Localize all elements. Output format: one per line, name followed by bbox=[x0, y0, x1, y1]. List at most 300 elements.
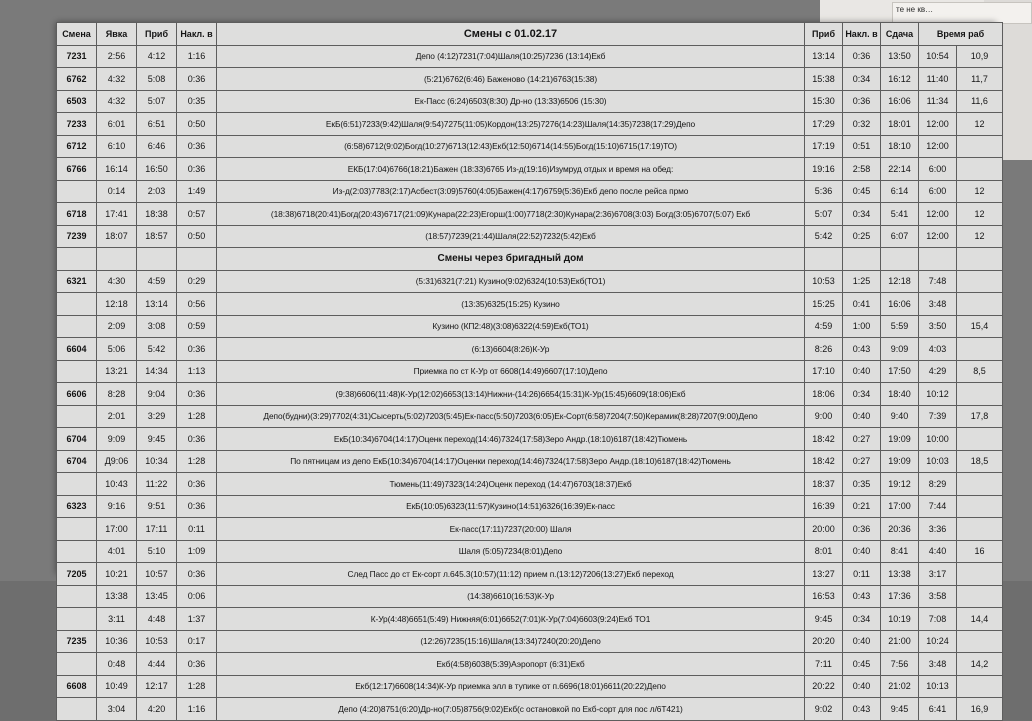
cell-nakl-2: 0:40 bbox=[843, 675, 881, 698]
cell-work bbox=[957, 518, 1003, 541]
cell-prib: 4:44 bbox=[137, 653, 177, 676]
cell-nakl: 0:29 bbox=[177, 270, 217, 293]
cell-route: К-Ур(4:48)6651(5:49) Нижняя(6:01)6652(7:01)К-Ур(7:04)6603(9:24)Екб ТО1 bbox=[217, 608, 805, 631]
cell-route: (6:58)6712(9:02)Богд(10:27)6713(12:43)Екб(12:50)6714(14:55)Богд(15:10)6715(17:19)ТО) bbox=[217, 135, 805, 158]
cell-sdacha: 18:01 bbox=[881, 113, 919, 136]
cell-yavka: 5:06 bbox=[97, 338, 137, 361]
cell-prib: 9:04 bbox=[137, 383, 177, 406]
cell-smena bbox=[57, 540, 97, 563]
cell-smena: 6608 bbox=[57, 675, 97, 698]
cell-nakl-2: 0:36 bbox=[843, 90, 881, 113]
cell-smena bbox=[57, 180, 97, 203]
cell-smena bbox=[57, 473, 97, 496]
table-row bbox=[57, 428, 1003, 451]
cell-sdacha: 21:00 bbox=[881, 630, 919, 653]
section-pad-4 bbox=[177, 248, 217, 271]
cell-sdacha: 10:19 bbox=[881, 608, 919, 631]
cell-yavka: 10:21 bbox=[97, 563, 137, 586]
cell-work: 10,9 bbox=[957, 45, 1003, 68]
cell-sdacha: 17:00 bbox=[881, 495, 919, 518]
table-row bbox=[57, 495, 1003, 518]
cell-nakl: 0:06 bbox=[177, 585, 217, 608]
header-nakl-v: Накл. в bbox=[177, 23, 217, 46]
table-row bbox=[57, 585, 1003, 608]
cell-prib-2: 17:19 bbox=[805, 135, 843, 158]
cell-nakl-2: 0:27 bbox=[843, 450, 881, 473]
cell-route: Кузино (КП2:48)(3:08)6322(4:59)Екб(ТО1) bbox=[217, 315, 805, 338]
cell-prib: 5:08 bbox=[137, 68, 177, 91]
cell-prib-2: 8:01 bbox=[805, 540, 843, 563]
cell-smena: 7233 bbox=[57, 113, 97, 136]
cell-time: 4:40 bbox=[919, 540, 957, 563]
cell-nakl: 0:56 bbox=[177, 293, 217, 316]
cell-nakl-2: 0:21 bbox=[843, 495, 881, 518]
cell-route: Тюмень(11:49)7323(14:24)Оценк переход (14:47)6703(18:37)Екб bbox=[217, 473, 805, 496]
cell-prib: 4:12 bbox=[137, 45, 177, 68]
cell-prib-2: 8:26 bbox=[805, 338, 843, 361]
cell-route: (6:13)6604(8:26)К-Ур bbox=[217, 338, 805, 361]
cell-prib-2: 10:53 bbox=[805, 270, 843, 293]
cell-nakl-2: 2:58 bbox=[843, 158, 881, 181]
cell-yavka: 0:48 bbox=[97, 653, 137, 676]
cell-nakl-2: 0:43 bbox=[843, 698, 881, 721]
cell-yavka: 10:36 bbox=[97, 630, 137, 653]
cell-yavka: 4:32 bbox=[97, 90, 137, 113]
cell-time: 7:44 bbox=[919, 495, 957, 518]
cell-prib: 13:45 bbox=[137, 585, 177, 608]
cell-yavka: 17:41 bbox=[97, 203, 137, 226]
table-row bbox=[57, 518, 1003, 541]
cell-prib-2: 13:14 bbox=[805, 45, 843, 68]
cell-time: 6:00 bbox=[919, 180, 957, 203]
section-pad-1 bbox=[57, 248, 97, 271]
cell-work: 16 bbox=[957, 540, 1003, 563]
header-prib-2: Приб bbox=[805, 23, 843, 46]
cell-work: 12 bbox=[957, 203, 1003, 226]
cell-yavka: 13:38 bbox=[97, 585, 137, 608]
cell-yavka: Д9:06 bbox=[97, 450, 137, 473]
table-row bbox=[57, 293, 1003, 316]
cell-sdacha: 19:12 bbox=[881, 473, 919, 496]
cell-smena: 7239 bbox=[57, 225, 97, 248]
cell-nakl-2: 0:32 bbox=[843, 113, 881, 136]
cell-work bbox=[957, 630, 1003, 653]
cell-work bbox=[957, 158, 1003, 181]
table-row bbox=[57, 630, 1003, 653]
table-row bbox=[57, 113, 1003, 136]
table-row bbox=[57, 225, 1003, 248]
cell-sdacha: 5:41 bbox=[881, 203, 919, 226]
cell-work bbox=[957, 293, 1003, 316]
cell-prib: 9:51 bbox=[137, 495, 177, 518]
cell-prib: 5:10 bbox=[137, 540, 177, 563]
cell-prib: 18:57 bbox=[137, 225, 177, 248]
section-pad-2 bbox=[97, 248, 137, 271]
cell-route: (12:26)7235(15:16)Шаля(13:34)7240(20:20)Депо bbox=[217, 630, 805, 653]
cell-sdacha: 7:56 bbox=[881, 653, 919, 676]
cell-smena bbox=[57, 405, 97, 428]
cell-sdacha: 19:09 bbox=[881, 450, 919, 473]
section-pad-6 bbox=[843, 248, 881, 271]
cell-work: 12 bbox=[957, 113, 1003, 136]
cell-yavka: 2:56 bbox=[97, 45, 137, 68]
cell-nakl: 0:36 bbox=[177, 495, 217, 518]
cell-nakl-2: 1:00 bbox=[843, 315, 881, 338]
cell-smena bbox=[57, 585, 97, 608]
cell-nakl: 0:36 bbox=[177, 338, 217, 361]
table-row bbox=[57, 135, 1003, 158]
table-row bbox=[57, 270, 1003, 293]
cell-sdacha: 12:18 bbox=[881, 270, 919, 293]
cell-prib: 9:45 bbox=[137, 428, 177, 451]
cell-prib-2: 18:37 bbox=[805, 473, 843, 496]
cell-prib-2: 15:38 bbox=[805, 68, 843, 91]
table-row bbox=[57, 608, 1003, 631]
cell-yavka: 18:07 bbox=[97, 225, 137, 248]
table-row bbox=[57, 45, 1003, 68]
cell-nakl-2: 0:11 bbox=[843, 563, 881, 586]
cell-work: 17,8 bbox=[957, 405, 1003, 428]
cell-prib-2: 18:06 bbox=[805, 383, 843, 406]
cell-nakl-2: 0:43 bbox=[843, 585, 881, 608]
table-row bbox=[57, 315, 1003, 338]
cell-yavka: 13:21 bbox=[97, 360, 137, 383]
cell-yavka: 9:09 bbox=[97, 428, 137, 451]
cell-sdacha: 6:14 bbox=[881, 180, 919, 203]
cell-route: (5:31)6321(7:21) Кузино(9:02)6324(10:53)Екб(ТО1) bbox=[217, 270, 805, 293]
section-pad-7 bbox=[881, 248, 919, 271]
cell-prib-2: 18:42 bbox=[805, 428, 843, 451]
cell-route: (9:38)6606(11:48)К-Ур(12:02)6653(13:14)Нижни-(14:26)6654(15:31)К-Ур(15:45)6609(18:06)Екб bbox=[217, 383, 805, 406]
cell-sdacha: 16:06 bbox=[881, 293, 919, 316]
cell-time: 4:29 bbox=[919, 360, 957, 383]
cell-route: (5:21)6762(6:46) Баженово (14:21)6763(15:38) bbox=[217, 68, 805, 91]
cell-nakl-2: 0:25 bbox=[843, 225, 881, 248]
cell-time: 10:13 bbox=[919, 675, 957, 698]
cell-route: (14:38)6610(16:53)К-Ур bbox=[217, 585, 805, 608]
cell-work bbox=[957, 585, 1003, 608]
cell-sdacha: 13:38 bbox=[881, 563, 919, 586]
cell-route: Ек-пасс(17:11)7237(20:00) Шаля bbox=[217, 518, 805, 541]
cell-time: 10:00 bbox=[919, 428, 957, 451]
cell-sdacha: 9:09 bbox=[881, 338, 919, 361]
cell-time: 3:36 bbox=[919, 518, 957, 541]
cell-nakl-2: 1:25 bbox=[843, 270, 881, 293]
cell-yavka: 12:18 bbox=[97, 293, 137, 316]
cell-route: (13:35)6325(15:25) Кузино bbox=[217, 293, 805, 316]
cell-smena: 6503 bbox=[57, 90, 97, 113]
cell-time: 12:00 bbox=[919, 113, 957, 136]
cell-smena: 7205 bbox=[57, 563, 97, 586]
cell-nakl: 1:28 bbox=[177, 675, 217, 698]
cell-prib-2: 4:59 bbox=[805, 315, 843, 338]
cell-nakl: 0:36 bbox=[177, 473, 217, 496]
cell-smena: 6718 bbox=[57, 203, 97, 226]
cell-smena: 7235 bbox=[57, 630, 97, 653]
cell-nakl-2: 0:34 bbox=[843, 203, 881, 226]
table-row bbox=[57, 338, 1003, 361]
cell-smena bbox=[57, 518, 97, 541]
cell-work bbox=[957, 473, 1003, 496]
cell-sdacha: 8:41 bbox=[881, 540, 919, 563]
cell-smena bbox=[57, 653, 97, 676]
cell-sdacha: 9:40 bbox=[881, 405, 919, 428]
schedule-rows-top bbox=[57, 45, 1003, 248]
cell-route: Приемка по ст К-Ур от 6608(14:49)6607(17:10)Депо bbox=[217, 360, 805, 383]
cell-nakl-2: 0:35 bbox=[843, 473, 881, 496]
schedule-sheet bbox=[56, 22, 996, 714]
cell-prib: 16:50 bbox=[137, 158, 177, 181]
cell-nakl-2: 0:27 bbox=[843, 428, 881, 451]
cell-route: Екб(4:58)6038(5:39)Аэропорт (6:31)Екб bbox=[217, 653, 805, 676]
section-pad-3 bbox=[137, 248, 177, 271]
cell-yavka: 3:04 bbox=[97, 698, 137, 721]
cell-smena: 6323 bbox=[57, 495, 97, 518]
cell-prib: 2:03 bbox=[137, 180, 177, 203]
table-row bbox=[57, 203, 1003, 226]
cell-sdacha: 20:36 bbox=[881, 518, 919, 541]
header-nakl-v-2: Накл. в bbox=[843, 23, 881, 46]
cell-work bbox=[957, 338, 1003, 361]
cell-work: 12 bbox=[957, 225, 1003, 248]
cell-prib-2: 20:00 bbox=[805, 518, 843, 541]
cell-time: 3:50 bbox=[919, 315, 957, 338]
cell-route: ЕкБ(10:34)6704(14:17)Оценк переход(14:46)7324(17:58)Зеро Андр.(18:10)6187(18:42)Тюмень bbox=[217, 428, 805, 451]
cell-prib: 10:34 bbox=[137, 450, 177, 473]
cell-sdacha: 17:50 bbox=[881, 360, 919, 383]
cell-prib: 18:38 bbox=[137, 203, 177, 226]
section-pad-8 bbox=[919, 248, 957, 271]
cell-time: 3:48 bbox=[919, 653, 957, 676]
cell-prib: 6:51 bbox=[137, 113, 177, 136]
cell-smena bbox=[57, 360, 97, 383]
cell-yavka: 6:10 bbox=[97, 135, 137, 158]
cell-work bbox=[957, 563, 1003, 586]
schedule-rows-bottom bbox=[57, 270, 1003, 720]
cell-nakl: 0:36 bbox=[177, 383, 217, 406]
cell-time: 3:58 bbox=[919, 585, 957, 608]
cell-work bbox=[957, 495, 1003, 518]
cell-nakl-2: 0:41 bbox=[843, 293, 881, 316]
cell-nakl: 1:37 bbox=[177, 608, 217, 631]
cell-smena: 6766 bbox=[57, 158, 97, 181]
cell-sdacha: 18:40 bbox=[881, 383, 919, 406]
cell-yavka: 8:28 bbox=[97, 383, 137, 406]
cell-nakl: 0:57 bbox=[177, 203, 217, 226]
table-row bbox=[57, 68, 1003, 91]
cell-work: 14,2 bbox=[957, 653, 1003, 676]
table-row bbox=[57, 405, 1003, 428]
header-vremya-rab: Время раб bbox=[919, 23, 1003, 46]
cell-prib: 11:22 bbox=[137, 473, 177, 496]
cell-route: ЕКБ(17:04)6766(18:21)Бажен (18:33)6765 Из-д(19:16)Изумруд отдых и время на обед: bbox=[217, 158, 805, 181]
cell-prib: 6:46 bbox=[137, 135, 177, 158]
cell-time: 10:24 bbox=[919, 630, 957, 653]
cell-work: 8,5 bbox=[957, 360, 1003, 383]
cell-nakl: 0:36 bbox=[177, 158, 217, 181]
header-sdacha: Сдача bbox=[881, 23, 919, 46]
cell-prib-2: 20:22 bbox=[805, 675, 843, 698]
cell-sdacha: 16:12 bbox=[881, 68, 919, 91]
cell-prib: 3:29 bbox=[137, 405, 177, 428]
cell-sdacha: 17:36 bbox=[881, 585, 919, 608]
cell-work: 11,7 bbox=[957, 68, 1003, 91]
cell-time: 10:03 bbox=[919, 450, 957, 473]
cell-nakl: 1:28 bbox=[177, 405, 217, 428]
cell-work: 11,6 bbox=[957, 90, 1003, 113]
cell-nakl-2: 0:34 bbox=[843, 383, 881, 406]
cell-prib: 4:20 bbox=[137, 698, 177, 721]
cell-route: (18:38)6718(20:41)Богд(20:43)6717(21:09)Кунара(22:23)Егорш(1:00)7718(2:30)Кунара(2:36)6708(3:03) Богд(3:05)6707(5:07) Екб bbox=[217, 203, 805, 226]
cell-nakl-2: 0:34 bbox=[843, 68, 881, 91]
cell-nakl-2: 0:36 bbox=[843, 45, 881, 68]
cell-prib-2: 15:25 bbox=[805, 293, 843, 316]
cell-nakl: 0:36 bbox=[177, 653, 217, 676]
cell-nakl: 1:13 bbox=[177, 360, 217, 383]
cell-prib: 13:14 bbox=[137, 293, 177, 316]
cell-time: 4:03 bbox=[919, 338, 957, 361]
cell-prib-2: 13:27 bbox=[805, 563, 843, 586]
cell-sdacha: 5:59 bbox=[881, 315, 919, 338]
table-row bbox=[57, 180, 1003, 203]
cell-nakl: 1:16 bbox=[177, 45, 217, 68]
cell-time: 7:39 bbox=[919, 405, 957, 428]
section-pad-9 bbox=[957, 248, 1003, 271]
cell-prib-2: 9:02 bbox=[805, 698, 843, 721]
cell-work bbox=[957, 383, 1003, 406]
cell-nakl-2: 0:40 bbox=[843, 540, 881, 563]
cell-smena bbox=[57, 315, 97, 338]
cell-prib: 10:57 bbox=[137, 563, 177, 586]
cell-nakl: 0:36 bbox=[177, 135, 217, 158]
header-yavka: Явка bbox=[97, 23, 137, 46]
cell-yavka: 16:14 bbox=[97, 158, 137, 181]
schedule-table bbox=[56, 22, 1003, 721]
cell-prib-2: 5:36 bbox=[805, 180, 843, 203]
table-title: Смены с 01.02.17 bbox=[217, 23, 805, 46]
cell-sdacha: 21:02 bbox=[881, 675, 919, 698]
cell-time: 12:00 bbox=[919, 225, 957, 248]
table-header-row bbox=[57, 23, 1003, 46]
table-row bbox=[57, 360, 1003, 383]
cell-yavka: 0:14 bbox=[97, 180, 137, 203]
cell-sdacha: 22:14 bbox=[881, 158, 919, 181]
table-row bbox=[57, 158, 1003, 181]
cell-route: Шаля (5:05)7234(8:01)Депо bbox=[217, 540, 805, 563]
cell-work: 16,9 bbox=[957, 698, 1003, 721]
cell-nakl: 0:11 bbox=[177, 518, 217, 541]
cell-nakl: 0:35 bbox=[177, 90, 217, 113]
cell-work: 12 bbox=[957, 180, 1003, 203]
cell-nakl-2: 0:34 bbox=[843, 608, 881, 631]
cell-prib-2: 16:53 bbox=[805, 585, 843, 608]
table-row bbox=[57, 90, 1003, 113]
cell-work bbox=[957, 270, 1003, 293]
cell-smena bbox=[57, 698, 97, 721]
cell-prib-2: 15:30 bbox=[805, 90, 843, 113]
cell-smena bbox=[57, 608, 97, 631]
table-row bbox=[57, 473, 1003, 496]
table-row bbox=[57, 540, 1003, 563]
cell-smena bbox=[57, 293, 97, 316]
cell-nakl-2: 0:51 bbox=[843, 135, 881, 158]
cell-yavka: 2:09 bbox=[97, 315, 137, 338]
cell-route: ЕкБ(10:05)6323(11:57)Кузино(14:51)6326(16:39)Ек-пасс bbox=[217, 495, 805, 518]
cell-time: 12:00 bbox=[919, 203, 957, 226]
cell-route: Депо (4:12)7231(7:04)Шаля(10:25)7236 (13:14)Екб bbox=[217, 45, 805, 68]
cell-smena: 6321 bbox=[57, 270, 97, 293]
cell-nakl: 0:36 bbox=[177, 68, 217, 91]
cell-prib-2: 20:20 bbox=[805, 630, 843, 653]
header-smena: Смена bbox=[57, 23, 97, 46]
cell-time: 12:00 bbox=[919, 135, 957, 158]
table-row bbox=[57, 383, 1003, 406]
cell-route: Депо (4:20)8751(6:20)Др-но(7:05)8756(9:02)Екб(с остановкой по Екб-сорт для пос л/6Т421) bbox=[217, 698, 805, 721]
cell-route: Екб(12:17)6608(14:34)К-Ур приемка элл в тупике от п.6696(18:01)6611(20:22)Депо bbox=[217, 675, 805, 698]
cell-sdacha: 19:09 bbox=[881, 428, 919, 451]
cell-work bbox=[957, 428, 1003, 451]
cell-nakl: 1:09 bbox=[177, 540, 217, 563]
cell-time: 10:54 bbox=[919, 45, 957, 68]
cell-nakl-2: 0:43 bbox=[843, 338, 881, 361]
cell-prib: 5:42 bbox=[137, 338, 177, 361]
cell-route: (18:57)7239(21:44)Шаля(22:52)7232(5:42)Екб bbox=[217, 225, 805, 248]
cell-prib: 4:59 bbox=[137, 270, 177, 293]
cell-nakl: 0:36 bbox=[177, 428, 217, 451]
cell-time: 7:48 bbox=[919, 270, 957, 293]
cell-sdacha: 13:50 bbox=[881, 45, 919, 68]
cell-route: Ек-Пасс (6:24)6503(8:30) Др-но (13:33)6506 (15:30) bbox=[217, 90, 805, 113]
cell-route: След Пасс до ст Ек-сорт л.645.3(10:57)(11:12) прием п.(13:12)7206(13:27)Екб переход bbox=[217, 563, 805, 586]
cell-time: 11:40 bbox=[919, 68, 957, 91]
cell-sdacha: 18:10 bbox=[881, 135, 919, 158]
cell-prib-2: 17:10 bbox=[805, 360, 843, 383]
cell-nakl: 0:36 bbox=[177, 563, 217, 586]
cell-nakl: 0:59 bbox=[177, 315, 217, 338]
cell-yavka: 4:32 bbox=[97, 68, 137, 91]
cell-route: Депо(будни)(3:29)7702(4:31)Сысерть(5:02)7203(5:45)Ек-пасс(5:50)7203(6:05)Ек-Сорт(6:58)7204(7:50)Керамик(8:28)7207(9:00)Депо bbox=[217, 405, 805, 428]
cell-nakl: 1:16 bbox=[177, 698, 217, 721]
cell-work: 15,4 bbox=[957, 315, 1003, 338]
cell-prib: 10:53 bbox=[137, 630, 177, 653]
schedule-table-body bbox=[57, 23, 1003, 46]
cell-prib-2: 5:42 bbox=[805, 225, 843, 248]
cell-yavka: 2:01 bbox=[97, 405, 137, 428]
section-pad-5 bbox=[805, 248, 843, 271]
section-row bbox=[57, 248, 1003, 271]
cell-prib: 5:07 bbox=[137, 90, 177, 113]
cell-route: По пятницам из депо ЕкБ(10:34)6704(14:17)Оценки переход(14:46)7324(17:58)Зеро Андр.(18:10)6187(18:42)Тюмень bbox=[217, 450, 805, 473]
cell-prib: 14:34 bbox=[137, 360, 177, 383]
cell-sdacha: 16:06 bbox=[881, 90, 919, 113]
cell-yavka: 17:00 bbox=[97, 518, 137, 541]
cell-prib-2: 9:45 bbox=[805, 608, 843, 631]
table-row bbox=[57, 653, 1003, 676]
cell-prib: 4:48 bbox=[137, 608, 177, 631]
section-title: Смены через бригадный дом bbox=[217, 248, 805, 271]
cell-time: 10:12 bbox=[919, 383, 957, 406]
cell-nakl-2: 0:40 bbox=[843, 405, 881, 428]
cell-nakl: 0:50 bbox=[177, 113, 217, 136]
cell-time: 3:17 bbox=[919, 563, 957, 586]
section-divider bbox=[57, 248, 1003, 271]
cell-smena: 6704 bbox=[57, 428, 97, 451]
cell-prib-2: 19:16 bbox=[805, 158, 843, 181]
cell-yavka: 4:01 bbox=[97, 540, 137, 563]
cell-yavka: 6:01 bbox=[97, 113, 137, 136]
cell-work bbox=[957, 675, 1003, 698]
cell-nakl-2: 0:45 bbox=[843, 180, 881, 203]
